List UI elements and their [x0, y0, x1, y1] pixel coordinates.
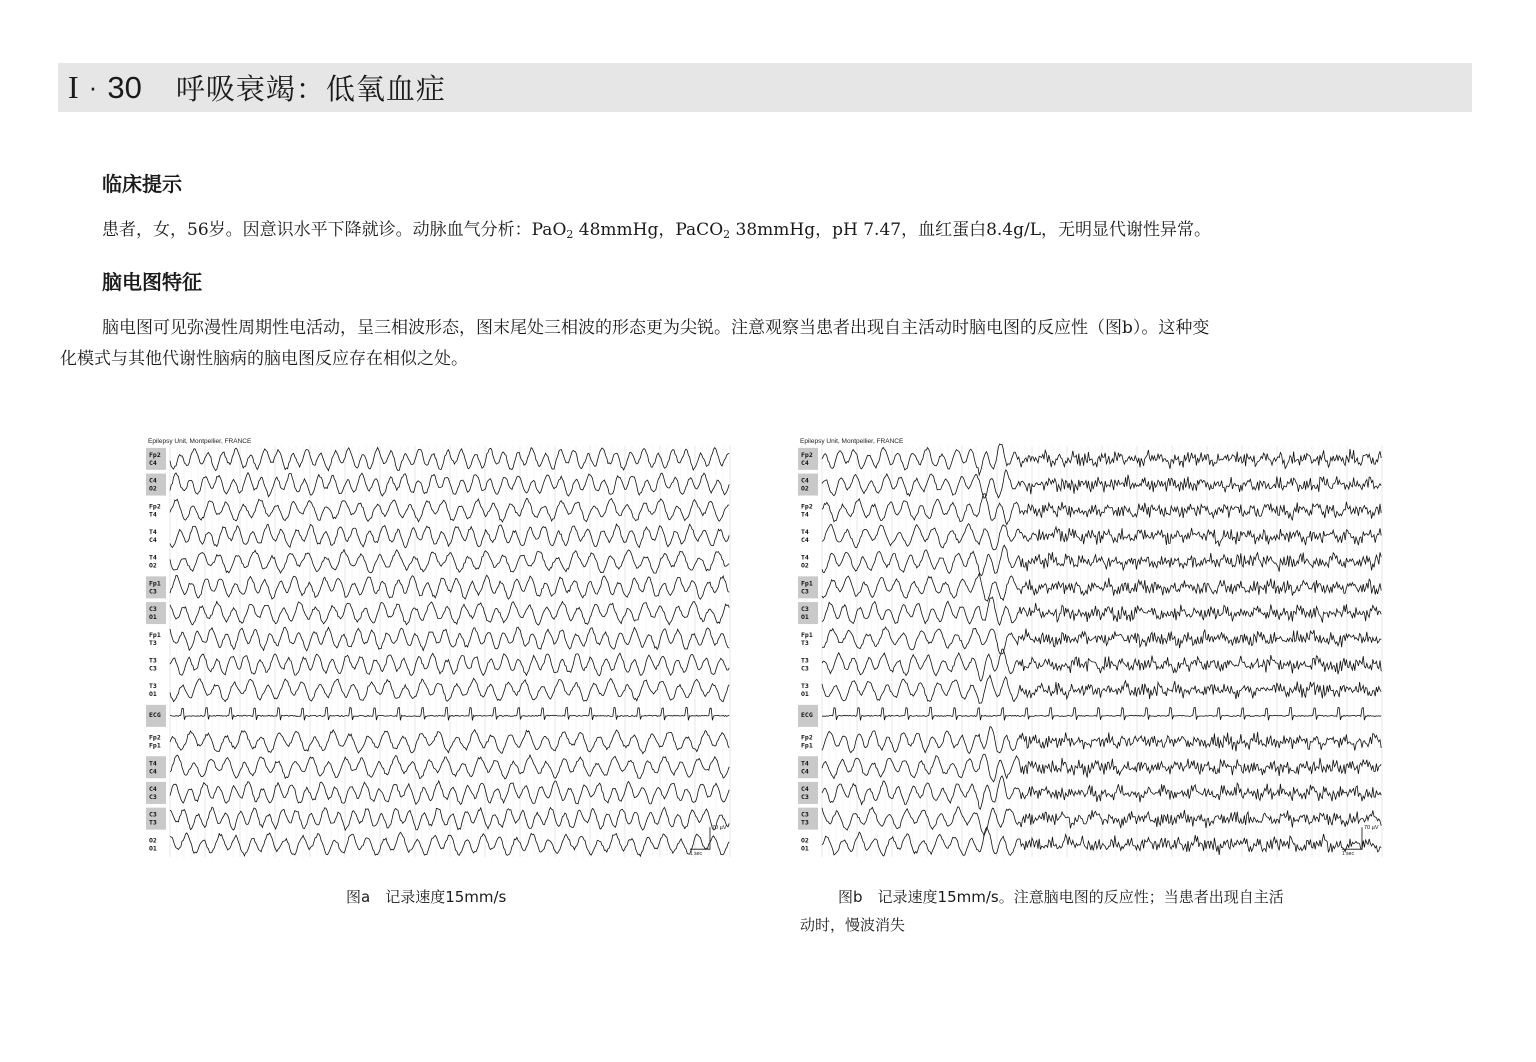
channel-label: C3 — [149, 810, 157, 819]
scale-time-label: 1 sec — [690, 851, 702, 858]
channel-label: T4 — [801, 759, 809, 768]
chapter-number: 30 — [107, 69, 142, 105]
scale-time-label: 1 sec — [1342, 851, 1354, 858]
channel-label: T4 — [149, 553, 157, 562]
channel-label: C4 — [801, 535, 809, 544]
chapter-header — [58, 63, 1472, 112]
channel-label: Fp2 — [801, 450, 813, 459]
channel-label: Fp2 — [149, 733, 161, 742]
channel-label: T3 — [801, 818, 809, 827]
channel-label: O1 — [149, 613, 157, 622]
paco2-subscript: 2 — [723, 228, 731, 241]
channel-label: C4 — [149, 476, 157, 485]
channel-label: O1 — [801, 690, 809, 699]
channel-label: C3 — [801, 664, 809, 673]
figure-a — [146, 432, 734, 872]
channel-label: C4 — [801, 784, 809, 793]
scale-uv-label: 70 µV — [712, 825, 727, 832]
channel-label: C4 — [801, 476, 809, 485]
channel-label: O2 — [149, 836, 157, 845]
clinical-text-1: 患者，女，56岁。因意识水平下降就诊。动脉血气分析：PaO — [102, 220, 567, 240]
channel-label: T4 — [801, 510, 809, 519]
channel-label: Fp1 — [149, 630, 161, 639]
scale-uv-label: 70 µV — [1364, 825, 1379, 832]
figure-a-caption: 图a 记录速度15mm/s — [346, 888, 507, 906]
scale-bar — [1342, 827, 1362, 849]
clinical-heading: 临床提示 — [102, 172, 182, 196]
channel-label: C4 — [149, 767, 157, 776]
channel-label: Fp2 — [149, 502, 161, 511]
channel-label: T3 — [149, 656, 157, 665]
channel-label: T4 — [801, 527, 809, 536]
channel-label: T4 — [149, 759, 157, 768]
channel-label: Fp2 — [149, 450, 161, 459]
source-label: Epilepsy Unit, Montpellier, FRANCE — [800, 438, 904, 445]
channel-label: Fp1 — [801, 741, 813, 750]
eeg-heading: 脑电图特征 — [102, 270, 202, 294]
channel-label: T3 — [149, 818, 157, 827]
clinical-text-3: 38mmHg，pH 7.47，血红蛋白8.4g/L，无明显代谢性异常。 — [730, 220, 1212, 240]
channel-label: O2 — [801, 836, 809, 845]
channel-label: O2 — [801, 561, 809, 570]
channel-label: C3 — [801, 810, 809, 819]
channel-label: C3 — [801, 587, 809, 596]
channel-label: O2 — [149, 484, 157, 493]
channel-label: O1 — [801, 844, 809, 853]
eeg-paragraph-line2: 化模式与其他代谢性脑病的脑电图反应存在相似之处。 — [60, 349, 468, 369]
channel-label: Fp2 — [801, 502, 813, 511]
clinical-text-2: 48mmHg，PaCO — [573, 220, 724, 240]
channel-label: C4 — [801, 458, 809, 467]
channel-label: T3 — [801, 656, 809, 665]
chapter-dot: · — [88, 72, 98, 102]
channel-label: C4 — [801, 767, 809, 776]
eeg-trace-b — [798, 432, 1386, 872]
channel-label: C3 — [801, 792, 809, 801]
channel-label: O2 — [801, 484, 809, 493]
channel-label: T3 — [801, 682, 809, 691]
channel-label: O2 — [149, 561, 157, 570]
channel-label: Fp1 — [149, 579, 161, 588]
channel-label: T3 — [149, 638, 157, 647]
channel-label: Fp1 — [801, 579, 813, 588]
channel-label: O1 — [801, 613, 809, 622]
channel-label: T4 — [149, 527, 157, 536]
channel-label: C3 — [801, 605, 809, 614]
channel-label: O1 — [149, 690, 157, 699]
channel-label: C3 — [149, 605, 157, 614]
channel-label: T4 — [149, 510, 157, 519]
channel-label: T3 — [801, 638, 809, 647]
eeg-paragraph-line1: 脑电图可见弥漫性周期性电活动，呈三相波形态，图末尾处三相波的形态更为尖锐。注意观察当患者出现自主活动时脑电图的反应性（图b）。这种变 — [102, 318, 1210, 338]
source-label: Epilepsy Unit, Montpellier, FRANCE — [148, 438, 252, 445]
figure-b-caption-line2: 动时，慢波消失 — [800, 916, 906, 934]
channel-label: ECG — [801, 710, 813, 719]
figure-b — [798, 432, 1386, 872]
channel-label: Fp2 — [801, 733, 813, 742]
channel-label: C4 — [149, 458, 157, 467]
figure-b-caption-line1: 图b 记录速度15mm/s。注意脑电图的反应性；当患者出现自主活 — [838, 888, 1284, 906]
channel-label: Fp1 — [801, 630, 813, 639]
channel-label: C4 — [149, 535, 157, 544]
channel-label: O1 — [149, 844, 157, 853]
channel-label: C3 — [149, 792, 157, 801]
channel-label: Fp1 — [149, 741, 161, 750]
chapter-title: 呼吸衰竭：低氧血症 — [175, 72, 446, 106]
channel-label: C3 — [149, 587, 157, 596]
channel-label: C3 — [149, 664, 157, 673]
eeg-trace-a — [146, 432, 734, 872]
channel-label: T3 — [149, 682, 157, 691]
channel-label: T4 — [801, 553, 809, 562]
channel-label: ECG — [149, 710, 161, 719]
clinical-paragraph — [102, 215, 1211, 250]
pao2-subscript: 2 — [566, 228, 574, 241]
chapter-roman: I — [68, 69, 79, 105]
channel-label: C4 — [149, 784, 157, 793]
